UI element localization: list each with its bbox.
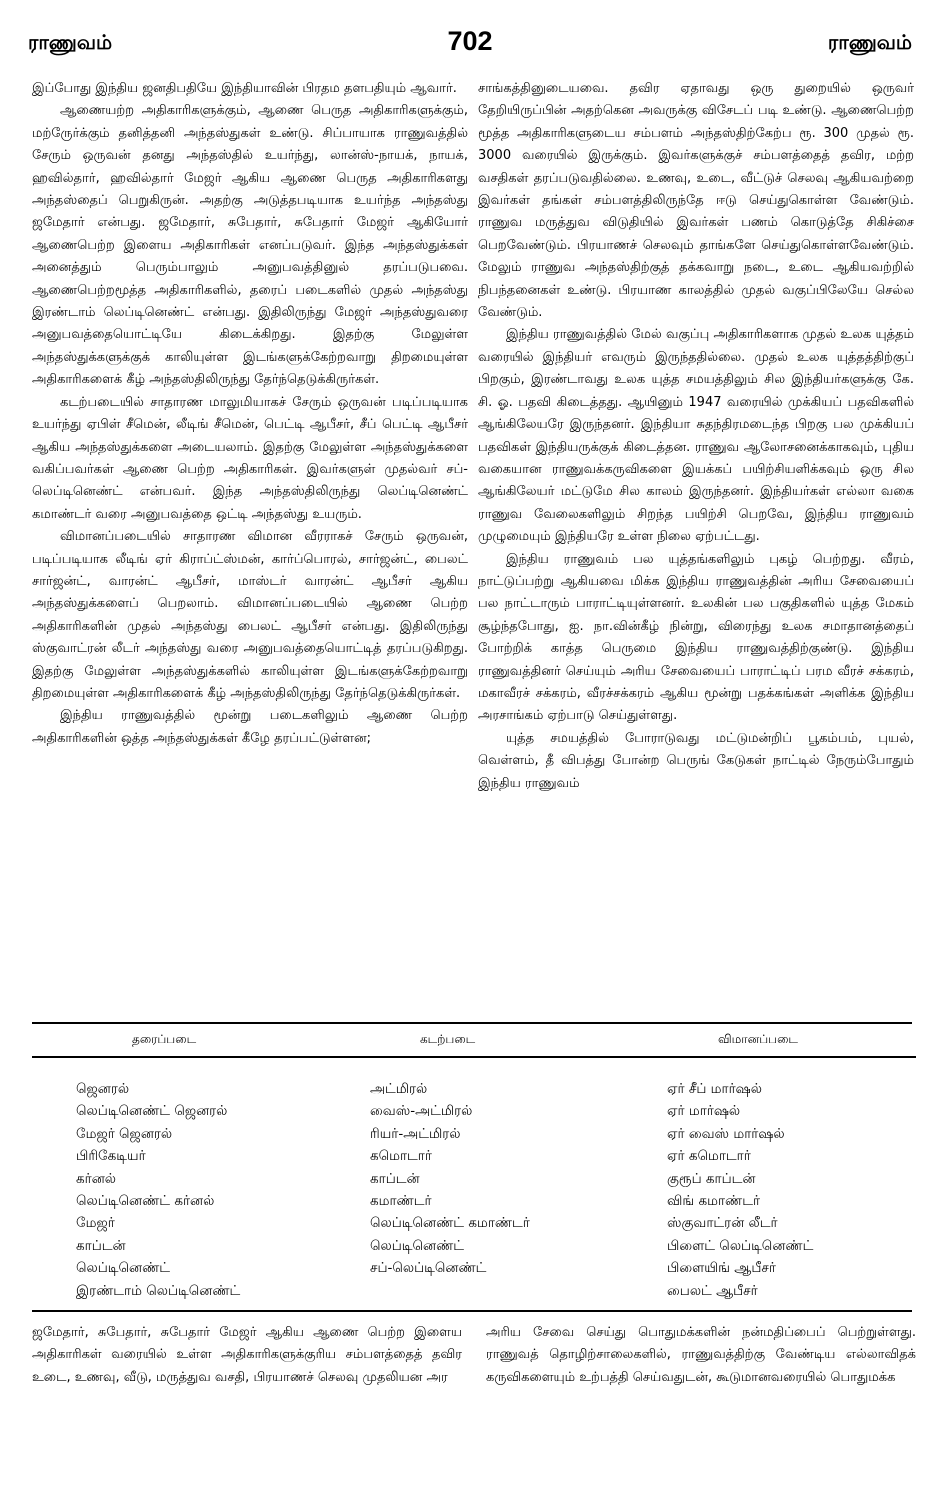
rank-cell: லெப்டினெண்ட் கமாண்டர் xyxy=(370,1215,530,1232)
rank-cell: காப்டன் xyxy=(370,1170,420,1187)
rank-cell: சப்-லெப்டினெண்ட் xyxy=(370,1260,487,1277)
table-top-rule xyxy=(32,1022,912,1024)
rank-cell: விங் கமாண்டர் xyxy=(667,1193,761,1210)
rank-cell: லெப்டினெண்ட் ஜெனரல் xyxy=(76,1103,228,1120)
navy-ranks xyxy=(370,1078,530,1280)
table-header-navy: கடற்படை xyxy=(420,1032,476,1046)
paragraph: சாங்கத்தினுடையவை. தவிர ஏதாவது ஒரு துறையில் ஒருவர் தேறியிருப்பின் அதற்கென அவருக்கு விசேடப் படி உண்டு. ஆணைபெற்ற மூத்த அதிகாரிகளுடைய சம்பளம் அந்தஸ்திற்கேற்ப ரூ. 300 முதல் ரூ. 3000 வரையில் இருக்கும். இவர்களுக்குச் சம்பளத்தைத் தவிர, மற்ற வசதிகள் தரப்படுவதில்லை. உணவு, உடை, வீட்டுச் செலவு ஆகியவற்றை இவர்கள் தங்கள் சம்பளத்திலிருந்தே ஈடு செய்துகொள்ள வேண்டும். ராணுவ மருத்துவ விடுதியில் இவர்கள் பணம் கொடுத்தே சிகிச்சை பெறவேண்டும். பிரயாணச் செலவும் தாங்களே செய்துகொள்ளவேண்டும். மேலும் ராணுவ அந்தஸ்திற்குத் தக்கவாறு நடை, உடை ஆகியவற்றில் நிபந்தனைகள் உண்டு. பிரயாண காலத்தில் முதல் வகுப்பிலேயே செல்ல வேண்டும். xyxy=(478,81,914,321)
running-head-left: ராணுவம் xyxy=(28,30,113,54)
rank-cell: ஜெனரல் xyxy=(76,1081,130,1097)
paragraph: யுத்த சமயத்தில் போராடுவது மட்டுமன்றிப் பூகம்பம், புயல், வெள்ளம், தீ விபத்து போன்ற பெருங் கேடுகள் நாட்டில் நேரும்போதும் இந்திய ராணுவம் xyxy=(478,730,914,791)
rank-cell: ஸ்குவாட்ரன் லீடர் xyxy=(667,1215,778,1232)
rank-cell: லெப்டினெண்ட் xyxy=(370,1237,465,1254)
rank-cell: குரூப் காப்டன் xyxy=(667,1170,756,1187)
page-number: 702 xyxy=(447,26,493,56)
paragraph: ஜமேதார், சுபேதார், சுபேதார் மேஜர் ஆகிய ஆணை பெற்ற இளைய அதிகாரிகள் வரையில் உள்ள அதிகாரிகளுக்குரிய சம்பளத்தைத் தவிர உடை, உணவு, வீடு, மருத்துவ வசதி, பிரயாணச் செலவு முதலியன அர xyxy=(32,1325,462,1385)
rank-cell: ஏர் வைஸ் மார்ஷல் xyxy=(667,1125,785,1142)
rank-cell: வைஸ்-அட்மிரல் xyxy=(370,1103,473,1120)
rank-cell: கமாண்டர் xyxy=(370,1193,432,1210)
airforce-ranks xyxy=(667,1078,813,1302)
table-header-rule xyxy=(32,1056,916,1058)
rank-cell: கர்னல் xyxy=(76,1170,116,1187)
rank-cell: ஏர் சீப் மார்ஷல் xyxy=(667,1081,762,1097)
paragraph: இந்திய ராணுவத்தில் மேல் வகுப்பு அதிகாரிகளாக முதல் உலக யுத்தம் வரையில் இந்தியர் எவரும் இருந்ததில்லை. முதல் உலக யுத்தத்திற்குப் பிறகும், இரண்டாவது உலக யுத்த சமயத்திலும் சில இந்தியர்களுக்கு கே. சி. ஓ. பதவி கிடைத்தது. ஆயினும் 1947 வரையில் முக்கியப் பதவிகளில் ஆங்கிலேயரே இருந்தனர். இந்தியா சுதந்திரமடைந்த பிறகு பல முக்கியப் பதவிகள் இந்தியருக்குக் கிடைத்தன. ராணுவ ஆலோசனைக்காகவும், புதிய வகையான ராணுவக்கருவிகளை இயக்கப் பயிற்சியளிக்கவும் ஒரு சில ஆங்கிலேயர் மட்டுமே சில காலம் இருந்தனர். இந்தியர்கள் எல்லா வகை ராணுவ வேலைகளிலும் சிறந்த பயிற்சி பெறவே, இந்திய ராணுவம் முழுமையும் இந்தியரே உள்ள நிலை ஏற்பட்டது. xyxy=(478,327,914,545)
rank-cell: இரண்டாம் லெப்டினெண்ட் xyxy=(76,1282,241,1299)
paragraph: இந்திய ராணுவம் பல யுத்தங்களிலும் புகழ் பெற்றது. வீரம், நாட்டுப்பற்று ஆகியவை மிக்க இந்திய ராணுவத்தின் அரிய சேவையைப் பல நாட்டாரும் பாராட்டியுள்ளனர். உலகின் பல பகுதிகளில் யுத்த மேகம் சூழ்ந்தபோது, ஐ. நா.வின்கீழ் நின்று, விரைந்து உலக சமாதானத்தைப் போற்றிக் காத்த பெருமை இந்திய ராணுவத்திற்குண்டு. இந்திய ராணுவத்தினர் செய்யும் அரிய சேவையைப் பாராட்டிப் பரம வீரச் சக்கரம், மகாவீரச் சக்கரம், வீரச்சக்கரம் ஆகிய மூன்று பதக்கங்கள் அளிக்க இந்திய அரசாங்கம் ஏற்பாடு செய்துள்ளது. xyxy=(478,551,914,724)
rank-cell: காப்டன் xyxy=(76,1237,126,1254)
rank-cell: கமொடார் xyxy=(370,1148,432,1165)
rank-cell: பைலட் ஆபீசர் xyxy=(667,1282,758,1299)
right-column xyxy=(478,78,914,795)
rank-cell: அட்மிரல் xyxy=(370,1081,428,1097)
rank-cell: பிளையிங் ஆபீசர் xyxy=(667,1260,776,1277)
table-bottom-rule xyxy=(32,1310,912,1312)
table-header-airforce: விமானப்படை xyxy=(718,1032,798,1046)
page-header xyxy=(28,26,912,62)
paragraph: விமானப்படையில் சாதாரண விமான வீரராகச் சேரும் ஒருவன், படிப்படியாக லீடிங் ஏர் கிராப்ட்ஸ்மன், கார்ப்பொரல், சார்ஜன்ட், பைலட் சார்ஜன்ட், வாரன்ட் ஆபீசர், மாஸ்டர் வாரன்ட் ஆபீசர் ஆகிய அந்தஸ்துக்களைப் பெறலாம். விமானப்படையில் ஆணை பெற்ற அதிகாரிகளின் முதல் அந்தஸ்து பைலட் ஆபீசர் என்பது. இதிலிருந்து ஸ்குவாட்ரன் லீடர் அந்தஸ்து வரை அனுபவத்தையொட்டித் தரப்படுகிறது. இதற்கு மேலுள்ள அந்தஸ்துக்களில் காலியுள்ள இடங்களுக்கேற்றவாறு திறமையுள்ள அதிகாரிகளைக் கீழ் அந்தஸ்திலிருந்து தேர்ந்தெடுக்கிருர்கள். xyxy=(32,529,468,701)
bottom-right-text xyxy=(486,1322,916,1389)
rank-cell: லெப்டினெண்ட் கர்னல் xyxy=(76,1193,215,1210)
rank-cell: மேஜர் xyxy=(76,1215,115,1232)
bottom-left-text xyxy=(32,1322,462,1389)
rank-cell: பிரிகேடியர் xyxy=(76,1148,146,1165)
paragraph: கடற்படையில் சாதாரண மாலுமியாகச் சேரும் ஒருவன் படிப்படியாக உயர்ந்து ஏபிள் சீமென், லீடிங் சீமென், பெட்டி ஆபீசர், சீப் பெட்டி ஆபீசர் ஆகிய அந்தஸ்துக்களை அடையலாம். இதற்கு மேலுள்ள அந்தஸ்துக்களை வகிப்பவர்கள் ஆணை பெற்ற அதிகாரிகள். இவர்களுள் முதல்வர் சப்-லெப்டினெண்ட் என்பவர். இந்த அந்தஸ்திலிருந்து லெப்டினெண்ட் கமாண்டர் வரை அனுபவத்தை ஒட்டி அந்தஸ்து உயரும். xyxy=(32,394,468,522)
rank-cell: பிளைட் லெப்டினெண்ட் xyxy=(667,1237,814,1254)
rank-cell: ஏர் கமொடார் xyxy=(667,1148,751,1165)
paragraph: இப்போது இந்திய ஜனதிபதியே இந்தியாவின் பிரதம தளபதியும் ஆவார். xyxy=(32,81,457,96)
left-column xyxy=(32,78,468,750)
rank-cell: ரியர்-அட்மிரல் xyxy=(370,1125,461,1142)
paragraph: ஆணையற்ற அதிகாரிகளுக்கும், ஆணை பெருத அதிகாரிகளுக்கும், மற்ருேர்க்கும் தனித்தனி அந்தஸ்துகள் உண்டு. சிப்பாயாக ராணுவத்தில் சேரும் ஒருவன் தனது அந்தஸ்தில் உயர்ந்து, லான்ஸ்-நாயக், நாயக், ஹவில்தார், ஹவில்தார் மேஜர் ஆகிய ஆணை பெருத அதிகாரிகளது அந்தஸ்தைப் பெறுகிருன். அதற்கு அடுத்தபடியாக உயர்ந்த அந்தஸ்து ஜமேதார் என்பது. ஜமேதார், சுபேதார், சுபேதார் மேஜர் ஆகியோர் ஆணைபெற்ற இளைய அதிகாரிகள் எனப்படுவர். இந்த அந்தஸ்துக்கள் அனைத்தும் பெரும்பாலும் அனுபவத்தினுல் தரப்படுபவை. ஆணைபெற்றமூத்த அதிகாரிகளில், தரைப் படைகளில் முதல் அந்தஸ்து இரண்டாம் லெப்டினெண்ட் என்பது. இதிலிருந்து மேஜர் அந்தஸ்துவரை அனுபவத்தையொட்டியே கிடைக்கிறது. இதற்கு மேலுள்ள அந்தஸ்துக்களுக்குக் காலியுள்ள இடங்களுக்கேற்றவாறு திறமையுள்ள அதிகாரிகளைக் கீழ் அந்தஸ்திலிருந்து தேர்ந்தெடுக்கிருர்கள். xyxy=(32,103,468,388)
rank-cell: ஏர் மார்ஷல் xyxy=(667,1103,741,1120)
paragraph: இந்திய ராணுவத்தில் மூன்று படைகளிலும் ஆணை பெற்ற அதிகாரிகளின் ஒத்த அந்தஸ்துக்கள் கீழே தரப்பட்டுள்ளன; xyxy=(32,708,468,746)
running-head-right: ராணுவம் xyxy=(827,30,912,54)
army-ranks xyxy=(76,1078,240,1302)
paragraph: அரிய சேவை செய்து பொதுமக்களின் நன்மதிப்பைப் பெற்றுள்ளது. ராணுவத் தொழிற்சாலைகளில், ராணுவத்திற்கு வேண்டிய எல்லாவிதக் கருவிகளையும் உற்பத்தி செய்வதுடன், கூடுமானவரையில் பொதுமக்க xyxy=(486,1325,916,1385)
rank-cell: மேஜர் ஜெனரல் xyxy=(76,1125,173,1142)
table-header-army: தரைப்படை xyxy=(132,1032,197,1046)
rank-cell: லெப்டினெண்ட் xyxy=(76,1260,171,1277)
